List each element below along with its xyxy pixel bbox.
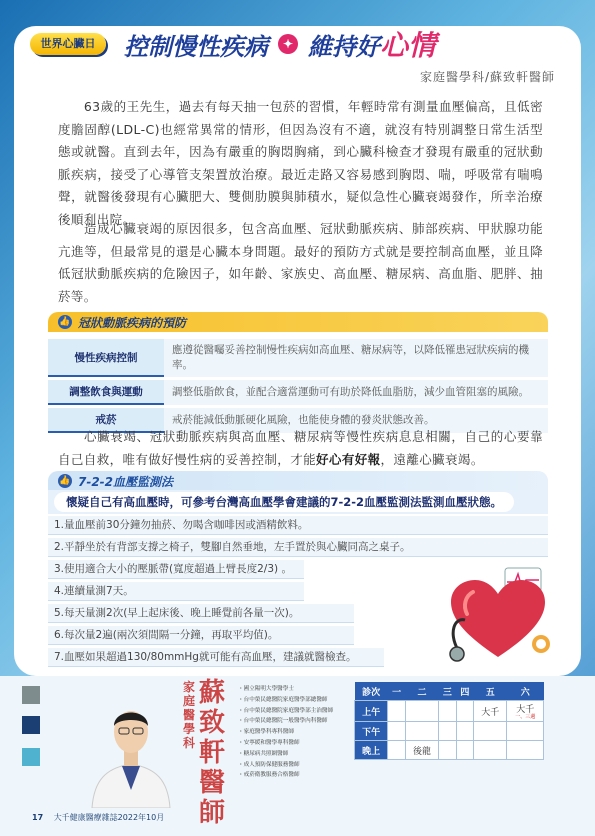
schedule-cell [388, 701, 405, 722]
schedule-header-row [355, 682, 544, 701]
paragraph-1-text: 63歲的王先生，過去有每天抽一包菸的習慣，年輕時常有測量血壓偏高，且低密度膽固醇(LDL-C)也經常異常的情形，但因為沒有不適，就沒有特別調整日常生活型態或就醫。直到去年，因為有嚴重的胸悶胸痛，到心臟科檢查才發現有嚴重的冠狀動脈疾病，接受了心導管支架置放治療。最近走路又容易感到胸悶、喘，呼吸常有喘鳴聲，就醫後發現有心臟肥大、雙側肋膜與肺積水，疑似急性心臟衰竭發作，所幸治療後順利出院。 [58, 99, 543, 227]
bp-section-header [48, 471, 548, 491]
bp-step: 3.使用適合大小的壓脈帶(寬度超過上臂長度2/3) 。 [48, 560, 304, 579]
lightbulb-icon: ✦ [278, 34, 298, 54]
schedule-cell [456, 741, 473, 760]
bp-callout-text: 懷疑自己有高血壓時，可參考台灣高血壓學會建議的7-2-2血壓監測法監測血壓狀態。 [54, 492, 514, 512]
prevention-label: 戒菸 [48, 408, 164, 433]
schedule-cell [474, 722, 507, 741]
paragraph-3-text-b: ，遠離心臟衰竭。 [380, 451, 484, 467]
schedule-day: 一 [388, 682, 405, 701]
prevention-row [48, 339, 548, 377]
world-heart-day-badge: 世界心臟日 [30, 33, 106, 55]
credential-item: ・戒菸衛教服務合格醫師 [238, 772, 300, 779]
credential-text: 糖尿病共照網醫師 [243, 750, 289, 757]
decor-square-navy [22, 716, 40, 734]
credential-text: 安寧緩和醫學專科醫師 [243, 739, 300, 746]
author-byline: 家庭醫學科/蘇致軒醫師 [419, 70, 555, 84]
schedule-cell [388, 741, 405, 760]
schedule-session: 下午 [355, 722, 388, 741]
credential-item: ・糖尿病共照網醫師 [238, 750, 289, 757]
doctor-department: 家庭醫學科 [183, 680, 196, 750]
prevention-heading: 冠狀動脈疾病的預防 [78, 315, 187, 330]
schedule-cell: 大千 [474, 701, 507, 722]
thumbs-up-icon: 👍 [59, 317, 71, 327]
schedule-row [355, 701, 544, 722]
prevention-label: 慢性疾病控制 [48, 339, 164, 377]
schedule-row [355, 722, 544, 741]
page-number: 17 [32, 813, 44, 822]
schedule-cell: 後龍 [405, 741, 438, 760]
credential-text: 國立陽明大學醫學士 [243, 686, 294, 692]
paragraph-1 [58, 96, 543, 231]
schedule-row [355, 741, 544, 760]
credential-text: 台中榮民總醫院家庭醫學部總醫師 [243, 696, 328, 703]
schedule-day: 六 [507, 682, 544, 701]
title-part-3-text: 心情 [380, 29, 437, 62]
schedule-session: 晚上 [355, 741, 388, 760]
credential-text: 成人預防保健服務醫師 [243, 761, 300, 768]
credential-item: ・台中榮民總醫院家庭醫學部主治醫師 [238, 707, 334, 714]
credential-text: 台中榮民總醫院家庭醫學部主治醫師 [243, 707, 334, 714]
schedule-cell [439, 741, 456, 760]
credential-text: 台中榮民總醫院一般醫學內科醫師 [243, 718, 328, 725]
title-part-1: 控制慢性疾病 [124, 31, 268, 61]
title-part-2-text: 維持好 [308, 32, 380, 61]
credential-item: ・家庭醫學科專科醫師 [238, 729, 294, 736]
heart-stethoscope-illustration [443, 562, 553, 667]
bp-step: 2.平靜坐於有背部支撐之椅子，雙腳自然垂地，左手置於與心臟同高之桌子。 [48, 538, 548, 557]
credential-text: 家庭醫學科專科醫師 [243, 729, 294, 736]
clinic-schedule-table [354, 682, 544, 760]
prevention-section-header [48, 312, 548, 332]
publication-name: 大千健康醫療雜誌2022年10月 [53, 813, 165, 822]
schedule-cell [439, 701, 456, 722]
doctor-credentials [238, 684, 348, 781]
schedule-day: 五 [474, 682, 507, 701]
schedule-cell [456, 722, 473, 741]
bp-heading: 7-2-2血壓監測法 [78, 474, 174, 489]
prevention-row [48, 380, 548, 405]
schedule-cell [405, 701, 438, 722]
page-footer [32, 812, 164, 823]
schedule-cell-saturday [507, 701, 544, 722]
bp-step: 6.每次量2遍(兩次須間隔一分鐘，再取平均值)。 [48, 626, 354, 645]
paragraph-3-emphasis: 好心有好報 [316, 451, 381, 467]
thumbs-up-icon: 👍 [59, 476, 71, 486]
paragraph-2-text: 造成心臟衰竭的原因很多，包含高血壓、冠狀動脈疾病、肺部疾病、甲狀腺功能亢進等，但最常見的還是心臟本身問題。最好的預防方式就是要控制高血壓，並且降低冠狀動脈疾病的危險因子，如年齡、家族史、高血壓、糖尿病、高血脂、肥胖、抽菸等。 [58, 221, 543, 304]
decor-square-teal [22, 748, 40, 766]
bp-step: 5.每天量測2次(早上起床後、晚上睡覺前各量一次)。 [48, 604, 354, 623]
paragraph-3 [58, 426, 543, 471]
paragraph-2 [58, 218, 543, 308]
schedule-cell [507, 741, 544, 760]
title-part-2 [308, 24, 436, 64]
credential-item: ・成人預防保健服務醫師 [238, 761, 300, 768]
bp-step: 1.量血壓前30分鐘勿抽菸、勿喝含咖啡因或酒精飲料。 [48, 516, 548, 535]
prevention-text: 調整低脂飲食，並配合適當運動可有助於降低血脂肪，減少血管阻塞的風險。 [164, 380, 548, 405]
credential-text: 戒菸衛教服務合格醫師 [243, 772, 300, 779]
bp-callout-bar [48, 490, 548, 514]
schedule-day: 二 [405, 682, 438, 701]
doctor-name: 蘇致軒醫師 [199, 678, 226, 828]
schedule-day: 四 [456, 682, 473, 701]
bp-step: 4.連續量測7天。 [48, 582, 304, 601]
credential-item: ・台中榮民總醫院家庭醫學部總醫師 [238, 696, 328, 703]
prevention-label: 調整飲食與運動 [48, 380, 164, 405]
schedule-week-note: 一、三週 [515, 714, 536, 720]
schedule-cell [388, 722, 405, 741]
prevention-table [48, 336, 548, 436]
schedule-session: 上午 [355, 701, 388, 722]
prevention-text: 應遵從醫囑妥善控制慢性疾病如高血壓、糖尿病等，以降低罹患冠狀疾病的機率。 [164, 339, 548, 377]
schedule-cell-text: 大千 [516, 705, 535, 715]
article-title [124, 26, 436, 62]
schedule-cell [456, 701, 473, 722]
schedule-cell [507, 722, 544, 741]
schedule-corner: 診次 [355, 682, 388, 701]
paragraph-3-text-a: 心臟衰竭、冠狀動脈疾病與高血壓、糖尿病等慢性疾病息息相關，自己的心要靠自己自救，唯有做好慢性病的妥善控制，才能 [58, 429, 543, 467]
schedule-day: 三 [439, 682, 456, 701]
schedule-cell [474, 741, 507, 760]
decor-square-gray [22, 686, 40, 704]
doctor-photo [84, 680, 178, 808]
bp-step: 7.血壓如果超過130/80mmHg就可能有高血壓，建議就醫檢查。 [48, 648, 384, 667]
credential-item: ・安寧緩和醫學專科醫師 [238, 739, 300, 746]
prevention-text: 戒菸能減低動脈硬化風險，也能使身體的發炎狀態改善。 [164, 408, 548, 433]
credential-item: ・台中榮民總醫院一般醫學內科醫師 [238, 718, 328, 725]
schedule-cell [405, 722, 438, 741]
credential-item: ・國立陽明大學醫學士 [238, 686, 294, 692]
schedule-cell [439, 722, 456, 741]
